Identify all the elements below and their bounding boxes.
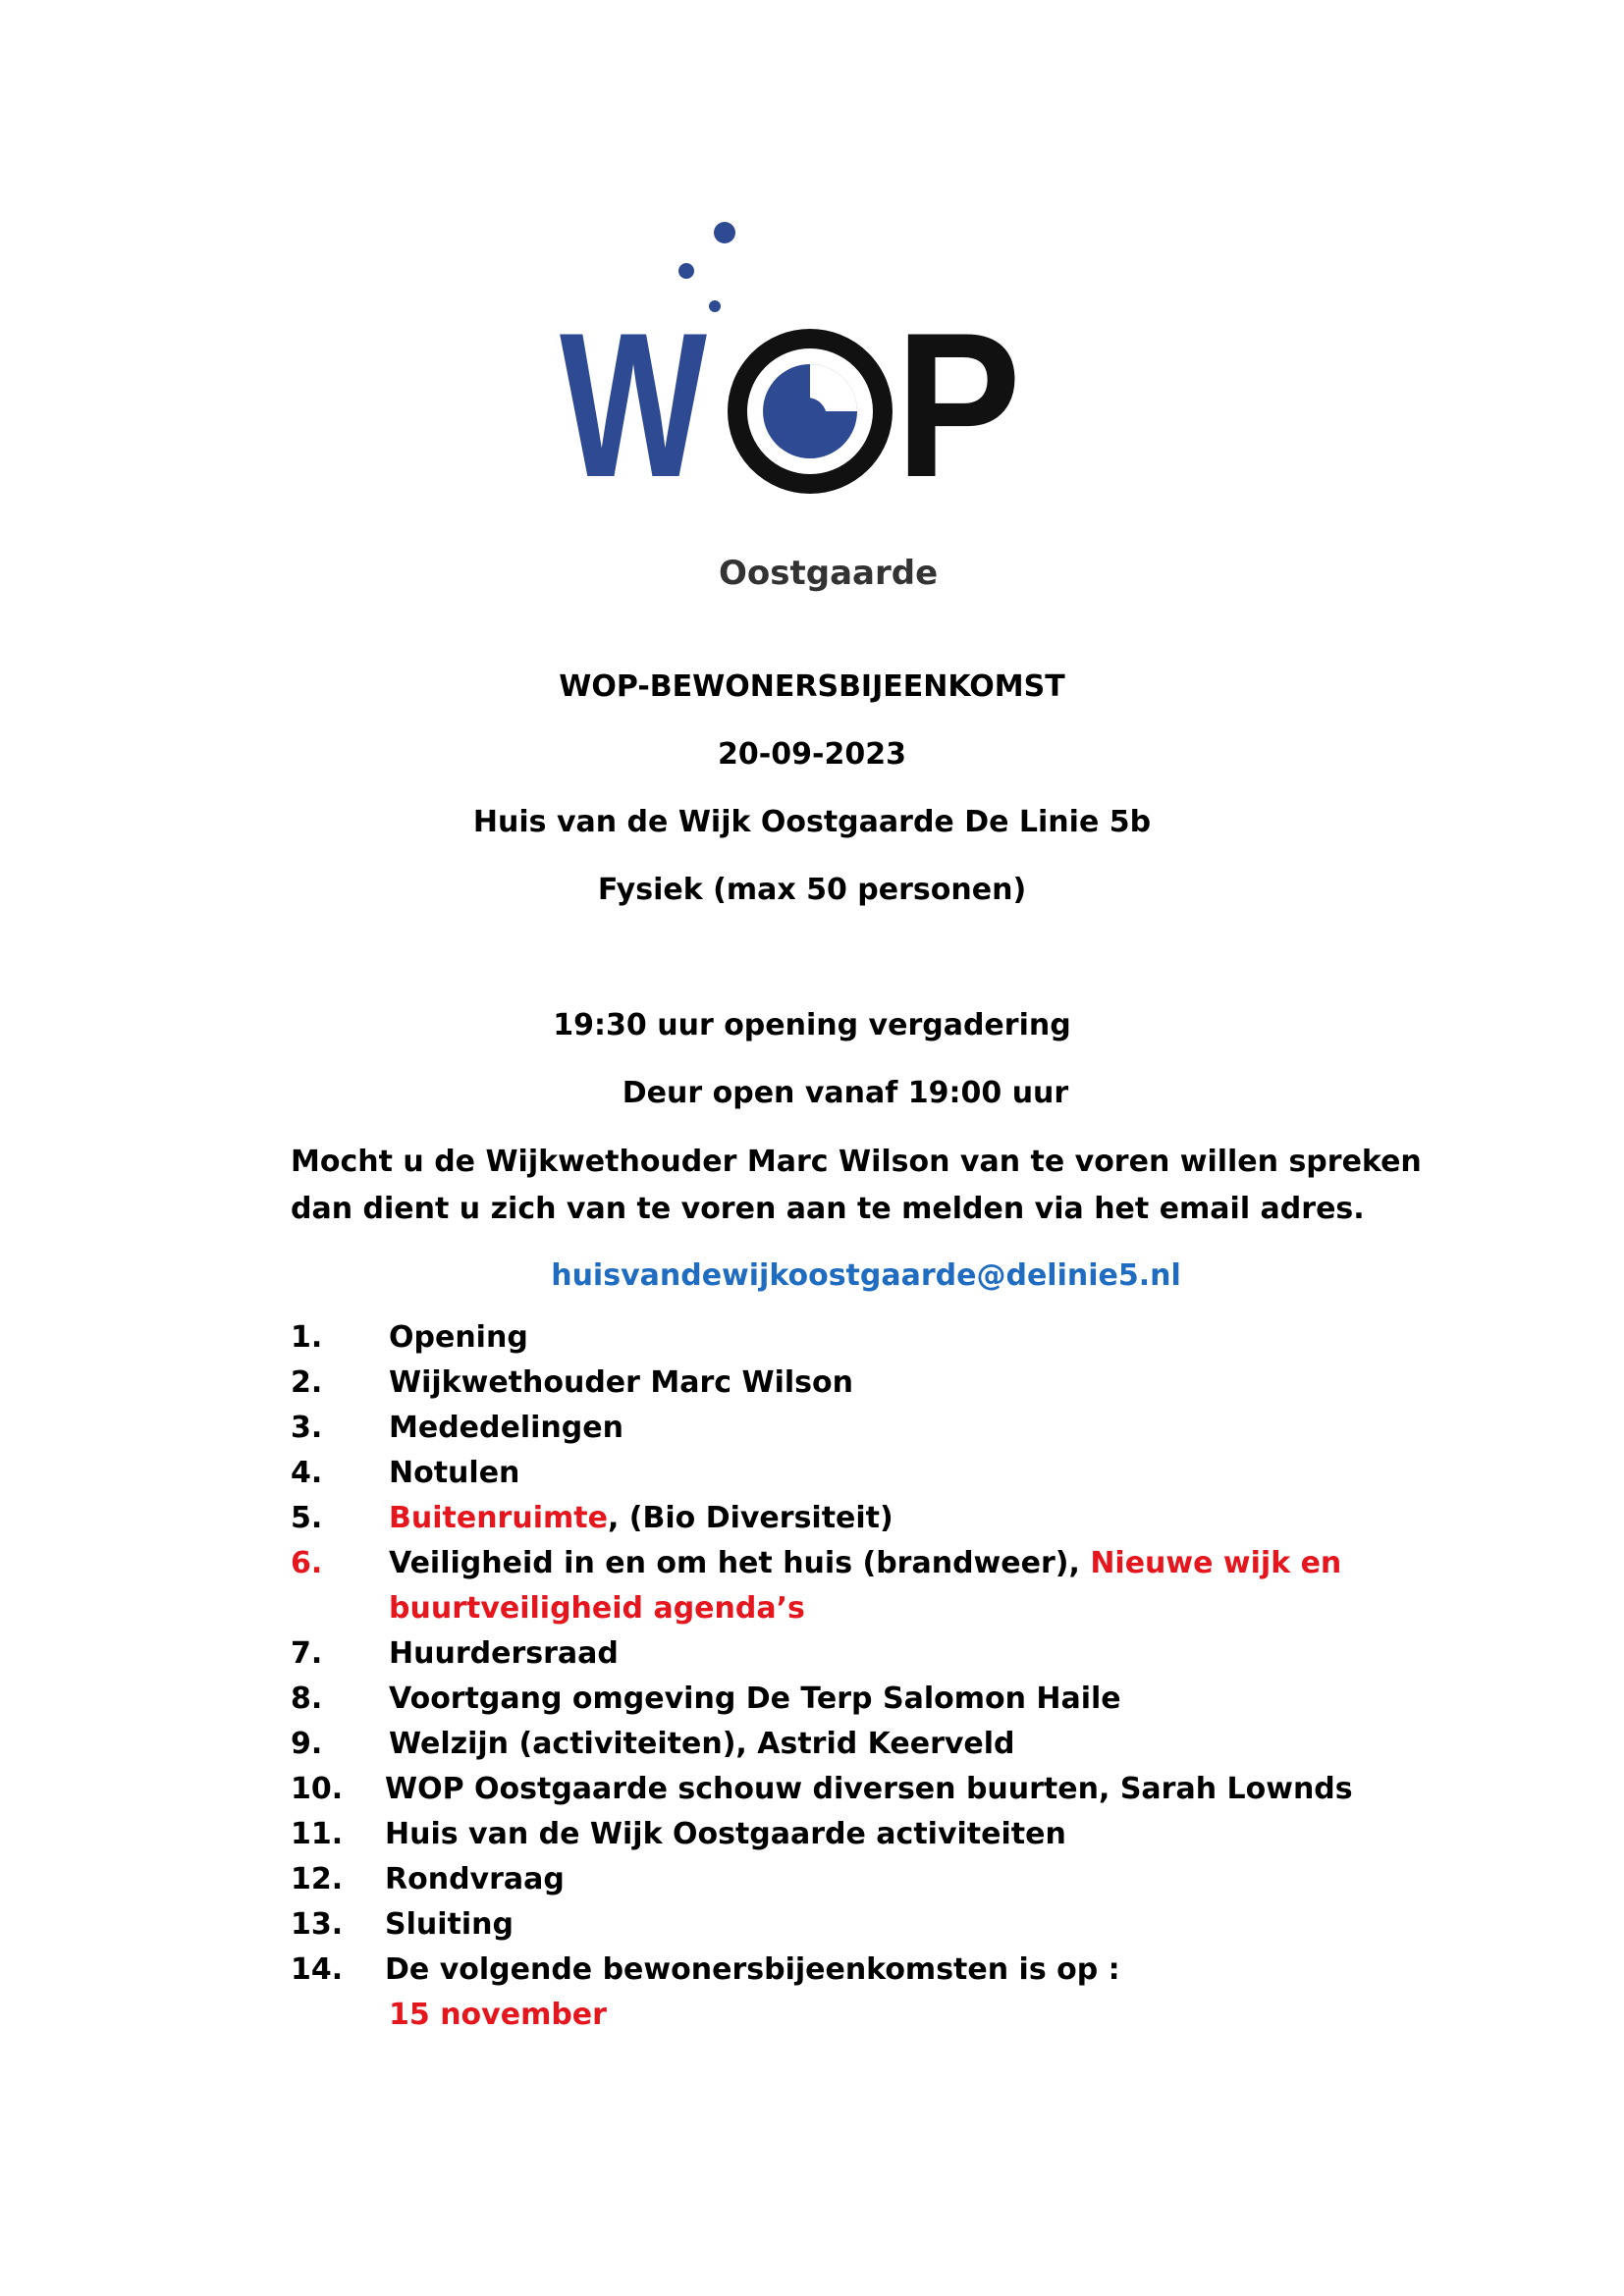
agenda-item-number: 3. [291, 1411, 323, 1445]
agenda-item-number: 11. [291, 1817, 344, 1851]
meeting-capacity: Fysiek (max 50 personen) [597, 873, 1027, 907]
agenda-item-text: Huurdersraad [389, 1636, 619, 1671]
next-meeting-date: 15 november [389, 1998, 607, 2032]
agenda-item [291, 1722, 1469, 1767]
agenda-item-number: 6. [291, 1546, 323, 1580]
logo-letter-p: P [895, 290, 1021, 520]
agenda-item-number: 7. [291, 1636, 323, 1671]
agenda-item [291, 1406, 1469, 1451]
agenda-item-text: Voortgang omgeving De Terp Salomon Haile [389, 1682, 1121, 1716]
logo-bubble-small [709, 300, 721, 312]
door-open-time: Deur open vanaf 19:00 uur [622, 1076, 1069, 1110]
logo-subtitle: Oostgaarde [719, 554, 939, 593]
contact-email-link[interactable]: huisvandewijkoostgaarde@delinie5.nl [551, 1258, 1181, 1293]
agenda-item-number: 2. [291, 1365, 323, 1400]
agenda-item [291, 1677, 1469, 1722]
logo-bubble-large [714, 222, 735, 243]
agenda-item [291, 1315, 1469, 1361]
agenda-item-text: Opening [389, 1320, 528, 1355]
agenda-item [291, 1631, 1469, 1677]
intro-line-2: dan dient u zich van te voren aan te melden via het email adres. [291, 1192, 1365, 1226]
agenda-item [291, 1767, 1469, 1812]
logo-ring-dot [787, 398, 827, 437]
intro-paragraph [291, 1139, 1449, 1233]
logo-letter-w: W [560, 290, 707, 520]
agenda-item-text: Welzijn (activiteiten), Astrid Keerveld [389, 1727, 1015, 1761]
meeting-location: Huis van de Wijk Oostgaarde De Linie 5b [472, 805, 1152, 839]
agenda-item-text: Notulen [389, 1456, 520, 1490]
agenda-item-number: 8. [291, 1682, 323, 1716]
agenda-item-number: 9. [291, 1727, 323, 1761]
wop-oostgaarde-logo [550, 191, 1060, 623]
agenda-item-highlight: Nieuwe wijk en [1090, 1546, 1342, 1580]
document-title: WOP-BEWONERSBIJEENKOMST [559, 669, 1065, 704]
agenda-item [291, 1541, 1469, 1631]
agenda-item-text: Huis van de Wijk Oostgaarde activiteiten [385, 1817, 1066, 1851]
agenda-item-number: 14. [291, 1952, 344, 1987]
agenda-item-number: 10. [291, 1772, 344, 1806]
agenda-list [291, 1315, 1469, 2038]
meeting-date: 20-09-2023 [718, 737, 906, 772]
agenda-item [291, 1361, 1469, 1406]
agenda-item-rest: , (Bio Diversiteit) [607, 1501, 893, 1535]
agenda-item-number: 1. [291, 1320, 323, 1355]
agenda-item-text: WOP Oostgaarde schouw diversen buurten, Sarah Lownds [385, 1772, 1353, 1806]
logo-bubble-medium [678, 263, 694, 279]
agenda-item-text: De volgende bewonersbijeenkomsten is op : [385, 1952, 1120, 1987]
agenda-item [291, 1496, 1469, 1541]
agenda-item-continuation: buurtveiligheid agenda’s [389, 1591, 805, 1626]
agenda-item-number: 4. [291, 1456, 323, 1490]
agenda-item-text: Rondvraag [385, 1862, 565, 1896]
intro-line-1: Mocht u de Wijkwethouder Marc Wilson van te voren willen spreken [291, 1145, 1422, 1179]
agenda-item-text: Wijkwethouder Marc Wilson [389, 1365, 853, 1400]
agenda-item [291, 1857, 1469, 1902]
agenda-item [291, 1948, 1469, 2038]
agenda-item [291, 1902, 1469, 1948]
agenda-item-number: 13. [291, 1907, 344, 1942]
agenda-item-number: 12. [291, 1862, 344, 1896]
agenda-item-number: 5. [291, 1501, 323, 1535]
agenda-item-highlight: Buitenruimte [389, 1501, 608, 1535]
agenda-item-text: Mededelingen [389, 1411, 623, 1445]
agenda-item-text: Sluiting [385, 1907, 514, 1942]
opening-time: 19:30 uur opening vergadering [553, 1008, 1071, 1042]
agenda-item-main: Veiligheid in en om het huis (brandweer), [389, 1546, 1091, 1580]
agenda-item [291, 1451, 1469, 1496]
agenda-item [291, 1812, 1469, 1857]
agenda-item-text [389, 1496, 1469, 1541]
agenda-item-text [389, 1541, 1469, 1586]
